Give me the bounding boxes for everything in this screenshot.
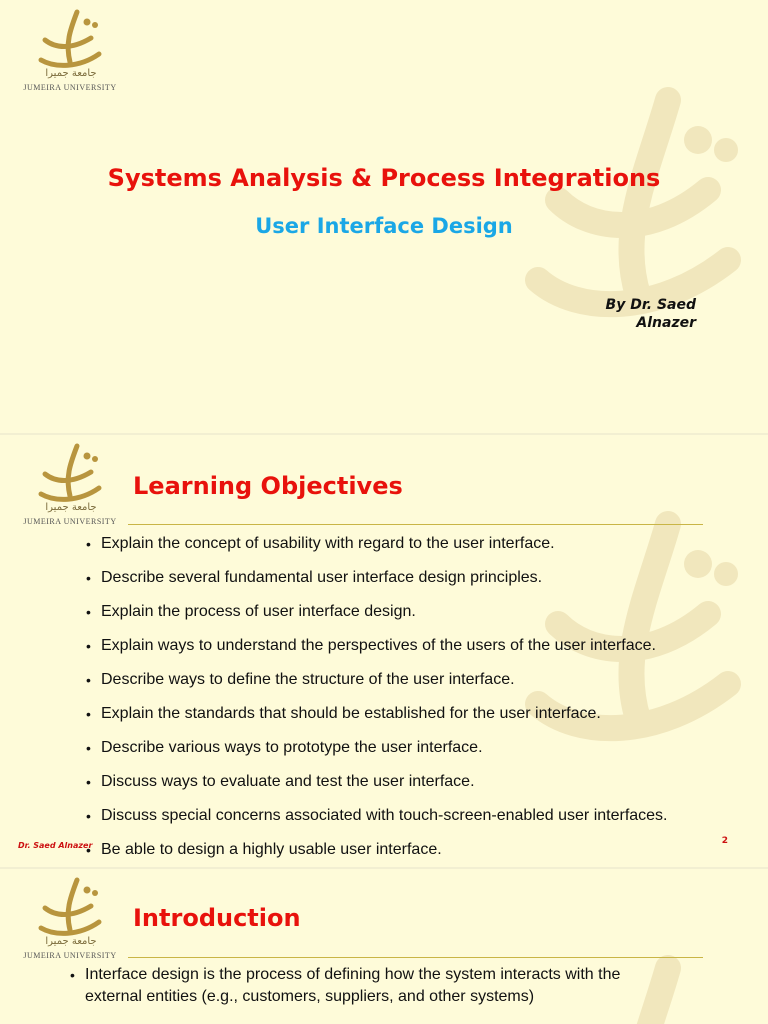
- slide-title: Systems Analysis & Process Integrations: [107, 164, 661, 192]
- slide-separator: [0, 867, 768, 869]
- university-logo: [15, 442, 125, 527]
- logo-english-text: JUMEIRA UNIVERSITY: [23, 951, 117, 960]
- university-calligraphy-icon: [35, 876, 105, 938]
- list-item: • Be able to design a highly usable user interface.: [86, 840, 668, 868]
- university-logo: [15, 8, 125, 93]
- learning-objectives-slide: [0, 434, 768, 868]
- list-item: • Explain the standards that should be established for the user interface.: [86, 704, 668, 738]
- list-item: • Explain the concept of usability with regard to the user interface.: [86, 534, 668, 568]
- logo-english-text: JUMEIRA UNIVERSITY: [23, 517, 117, 526]
- logo-arabic-text: جامعة جميرا: [45, 502, 97, 513]
- list-item: • Describe several fundamental user interface design principles.: [86, 568, 668, 602]
- heading-divider: [128, 957, 703, 958]
- list-item: • Explain the process of user interface design.: [86, 602, 668, 636]
- page-number: 2: [721, 836, 728, 846]
- list-item: • Explain ways to understand the perspectives of the users of the user interface.: [86, 636, 668, 670]
- slide-separator: [0, 433, 768, 435]
- title-slide: [0, 0, 768, 434]
- list-item: • Interface design is the process of defining how the system interacts with the external entities (e.g., customers, suppliers, and other systems): [70, 964, 670, 1008]
- university-calligraphy-icon: [35, 442, 105, 504]
- list-item: • Discuss ways to evaluate and test the user interface.: [86, 772, 668, 806]
- introduction-list: [70, 964, 670, 1008]
- objectives-list: [86, 534, 668, 868]
- slide-heading: Learning Objectives: [133, 472, 403, 500]
- author-credit: [546, 296, 696, 332]
- university-calligraphy-icon: [35, 8, 105, 70]
- list-item: • Describe various ways to prototype the user interface.: [86, 738, 668, 772]
- author-line-1: By Dr. Saed: [605, 297, 696, 313]
- list-item: • Discuss special concerns associated with touch-screen-enabled user interfaces.: [86, 806, 668, 840]
- introduction-slide: [0, 868, 768, 1024]
- university-logo: [15, 876, 125, 961]
- author-line-2: Alnazer: [636, 315, 696, 331]
- logo-arabic-text: جامعة جميرا: [45, 936, 97, 947]
- logo-arabic-text: جامعة جميرا: [45, 68, 97, 79]
- heading-divider: [128, 524, 703, 525]
- logo-english-text: JUMEIRA UNIVERSITY: [23, 83, 117, 92]
- slide-subtitle: User Interface Design: [255, 214, 513, 238]
- list-item: • Describe ways to define the structure of the user interface.: [86, 670, 668, 704]
- footer-author: Dr. Saed Alnazer: [18, 841, 93, 850]
- slide-heading: Introduction: [133, 904, 301, 932]
